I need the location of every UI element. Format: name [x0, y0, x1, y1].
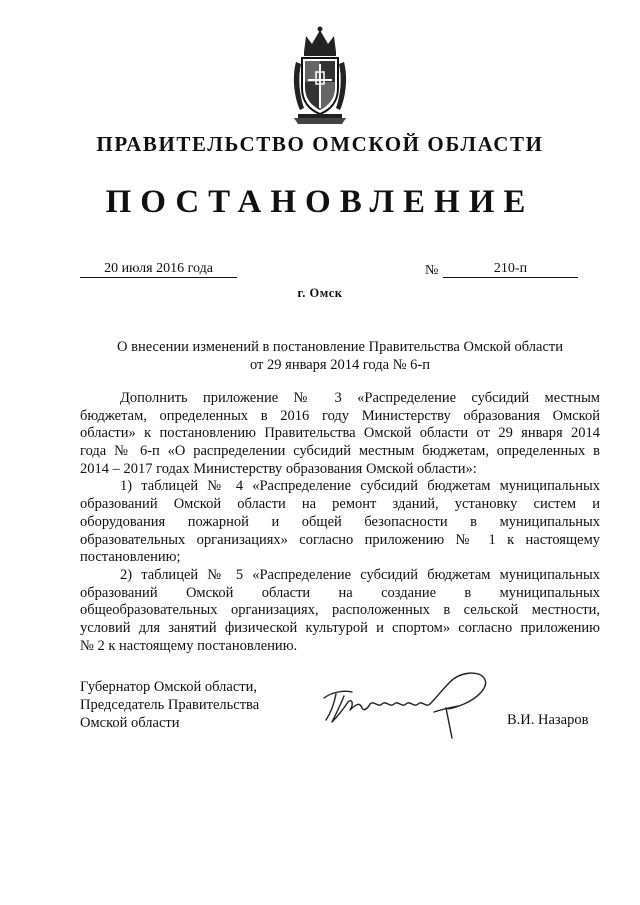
body-line: года № 6-п «О распределении субсидий местным бюджетам, определенных в: [80, 443, 600, 460]
signatory-title: [80, 678, 259, 732]
document-subject: [80, 338, 600, 374]
body-line: 2014 – 2017 годах Министерству образования Омской области»:: [80, 460, 477, 477]
handwritten-signature-icon: [318, 668, 504, 740]
body-line: условий для занятий физической культурой и спортом» согласно приложению: [80, 619, 600, 636]
body-line: области» к постановлению Правительства Омской области от 29 января 2014: [80, 425, 600, 442]
subject-line: О внесении изменений в постановление Правительства Омской области: [117, 339, 563, 355]
body-line: оборудования пожарной и общей безопасности в муниципальных: [80, 513, 600, 530]
body-line: образований Омской области на создание в муниципальных: [80, 584, 600, 601]
city-label: г. Омск: [297, 286, 343, 300]
body-line: Дополнить приложение № 3 «Распределение субсидий местным: [120, 390, 600, 406]
document-type-title: ПОСТАНОВЛЕНИЕ: [105, 184, 535, 220]
body-line: постановлению;: [80, 549, 181, 566]
document-body: [80, 390, 600, 655]
document-date: 20 июля 2016 года: [80, 261, 237, 278]
number-sign: №: [425, 263, 439, 278]
coat-of-arms-icon: [290, 22, 350, 126]
body-line: № 2 к настоящему постановлению.: [80, 637, 298, 654]
document-number: 210-п: [443, 261, 578, 278]
body-line: образовательных организациях» согласно приложению № 1 к настоящему: [80, 531, 600, 548]
signatory-title-line: Губернатор Омской области,: [80, 679, 257, 695]
subject-line: от 29 января 2014 года № 6-п: [250, 357, 430, 373]
body-line: образований Омской области на ремонт зданий, установку систем и: [80, 496, 600, 513]
body-line: 1) таблицей № 4 «Распределение субсидий бюджетам муниципальных: [120, 478, 600, 495]
signatory-title-line: Председатель Правительства: [80, 697, 260, 713]
body-line: бюджетам, определенных в 2016 году Министерству образования Омской: [80, 407, 600, 424]
body-line: 2) таблицей № 5 «Распределение субсидий бюджетам муниципальных: [120, 566, 600, 583]
government-title: ПРАВИТЕЛЬСТВО ОМСКОЙ ОБЛАСТИ: [96, 132, 544, 156]
signatory-title-line: Омской области: [80, 715, 180, 731]
body-line: общеобразовательных организациях, расположенных в сельской местности,: [80, 602, 600, 619]
signatory-name: В.И. Назаров: [507, 712, 589, 728]
